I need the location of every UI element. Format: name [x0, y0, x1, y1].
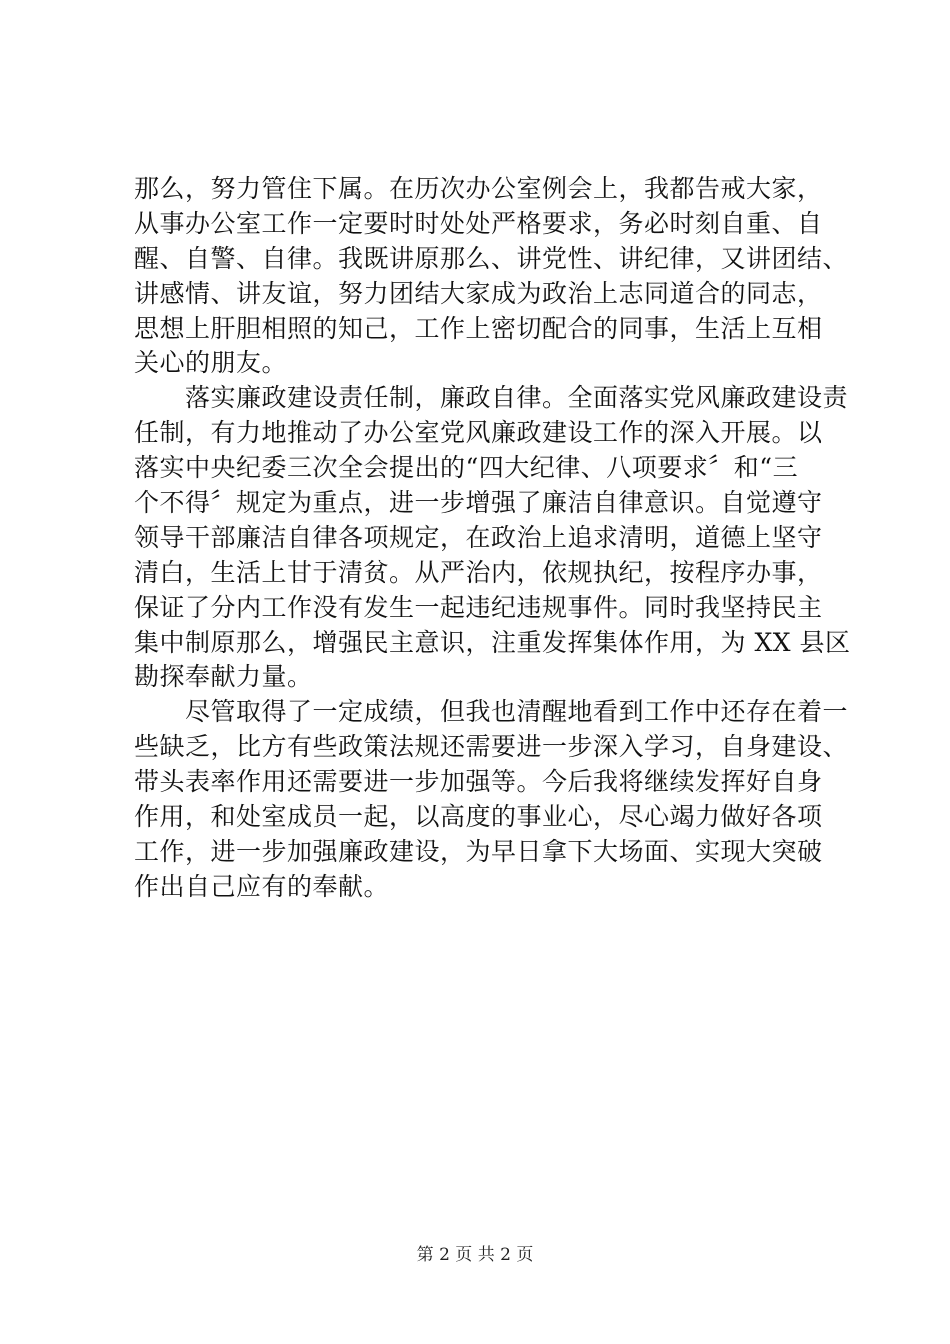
- text-line: 作出自己应有的奉献。: [134, 871, 390, 901]
- text-line: 勘探奉献力量。: [134, 662, 313, 692]
- document-body: [134, 172, 851, 905]
- text-line: 讲感情、讲友谊，努力团结大家成为政治上志同道合的同志，: [134, 278, 823, 308]
- text-line: 领导干部廉洁自律各项规定，在政治上追求清明，道德上坚守: [134, 522, 823, 552]
- text-line: 任制，有力地推动了办公室党风廉政建设工作的深入开展。以: [134, 418, 823, 448]
- text-line: 思想上肝胆相照的知己，工作上密切配合的同事，生活上互相: [134, 313, 823, 343]
- text-line: 个不得〞规定为重点，进一步增强了廉洁自律意识。自觉遵守: [134, 488, 823, 518]
- text-line: 尽管取得了一定成绩，但我也清醒地看到工作中还存在着一: [134, 697, 849, 727]
- text-line: 保证了分内工作没有发生一起违纪违规事件。同时我坚持民主: [134, 592, 823, 622]
- text-line: 从事办公室工作一定要时时处处严格要求，务必时刻自重、自: [134, 208, 823, 238]
- page-footer: 第 2 页 共 2 页: [416, 1245, 534, 1265]
- text-line: 落实廉政建设责任制，廉政自律。全面落实党风廉政建设责: [134, 383, 849, 413]
- text-line: 清白，生活上甘于清贫。从严治内，依规执纪，按程序办事，: [134, 557, 823, 587]
- text-line: 关心的朋友。: [134, 348, 288, 378]
- text-line: 工作，进一步加强廉政建设，为早日拿下大场面、实现大突破: [134, 836, 823, 866]
- text-line: 醒、自警、自律。我既讲原那么、讲党性、讲纪律，又讲团结、: [134, 243, 849, 273]
- text-line: 集中制原那么，增强民主意识，注重发挥集体作用，为 XX 县区: [134, 627, 851, 657]
- text-line: 作用，和处室成员一起，以高度的事业心，尽心竭力做好各项: [134, 802, 823, 832]
- text-line: 带头表率作用还需要进一步加强等。今后我将继续发挥好自身: [134, 767, 823, 797]
- text-line: 些缺乏，比方有些政策法规还需要进一步深入学习，自身建设、: [134, 732, 849, 762]
- text-line: 那么，努力管住下属。在历次办公室例会上，我都告戒大家，: [134, 174, 823, 203]
- text-line: 落实中央纪委三次全会提出的“四大纪律、八项要求〞和“三: [134, 453, 799, 483]
